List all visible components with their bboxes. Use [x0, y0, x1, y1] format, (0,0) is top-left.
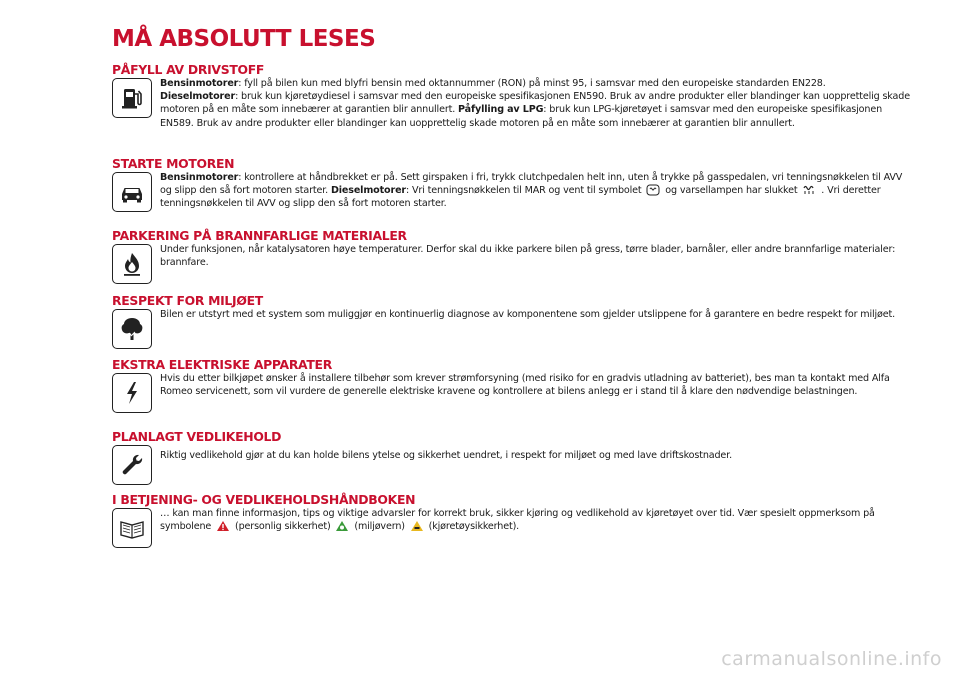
tree-icon	[112, 309, 152, 349]
section-body: Under funksjonen, når katalysatoren høye temperaturer. Derfor skal du ikke parkere bilen på gress, tørre blader, barnåler, eller andre brannfarlige materialer: brannfare.	[160, 244, 896, 269]
section-refueling	[112, 62, 912, 130]
car-icon	[112, 172, 152, 212]
lightning-icon	[112, 373, 152, 413]
watermark: carmanualsonline.info	[721, 648, 942, 670]
fuel-pump-icon	[112, 78, 152, 118]
open-book-icon	[112, 508, 152, 548]
section-heading: I BETJENING- OG VEDLIKEHOLDSHÅNDBOKEN	[112, 492, 416, 507]
bold-term: Påfylling av LPG	[458, 104, 544, 116]
section-heading: PARKERING PÅ BRANNFARLIGE MATERIALER	[112, 228, 407, 243]
section-body	[160, 507, 912, 533]
section-heading: EKSTRA ELEKTRISKE APPARATER	[112, 357, 332, 372]
section-maintenance	[112, 429, 912, 462]
section-environment	[112, 293, 912, 321]
page-title: MÅ ABSOLUTT LESES	[112, 26, 376, 52]
section-heading: PLANLAGT VEDLIKEHOLD	[112, 429, 282, 444]
section-start-engine	[112, 156, 912, 211]
section-body: Hvis du etter bilkjøpet ønsker å installere tilbehør som krever strømforsyning (med risiko for en gradvis utladning av batteriet), bes man ta kontakt med Alfa Romeo servicenett, som vil vurdere de generelle elektriske kravene og kontrollere at bilens anlegg er i stand til å klare den nødvendige belastningen.	[160, 373, 890, 398]
body-text: (kjøretøysikkerhet).	[428, 521, 520, 533]
environment-warning-icon	[335, 520, 349, 532]
bold-term: Dieselmotorer	[160, 91, 236, 103]
wrench-icon	[112, 445, 152, 485]
body-text: : fyll på bilen kun med blyfri bensin med oktannummer (RON) på minst 95, i samsvar med den europeiske standarden EN228.	[238, 78, 826, 89]
section-body: Bilen er utstyrt med et system som muliggjør en kontinuerlig diagnose av komponentene som gjelder utslippene for å garantere en bedre respekt for miljøet.	[160, 309, 896, 320]
section-electrical-accessories	[112, 357, 912, 398]
body-text: (personlig sikkerhet)	[235, 521, 331, 533]
section-body	[160, 171, 912, 211]
section-body: Riktig vedlikehold gjør at du kan holde bilens ytelse og sikkerhet uendret, i respekt for miljøet og med lave driftskostnader.	[160, 450, 732, 461]
body-text: : bruk kun LPG-kjøretøyet i samsvar med den europeiske spesifikasjonen EN589. Bruk av andre produkter eller blandinger kan uopprettelig skade motoren på en måte som innebærer at garantien blir annullert.	[160, 104, 883, 129]
body-text: . Vri deretter tenningsnøkkelen til AVV og slipp den så fort motoren starter.	[160, 185, 881, 210]
fire-icon	[112, 244, 152, 284]
preheat-glow-plug-icon	[646, 184, 660, 196]
section-heading: PÅFYLL AV DRIVSTOFF	[112, 62, 265, 77]
body-text: (miljøvern)	[354, 521, 405, 533]
section-heading: STARTE MOTOREN	[112, 156, 235, 171]
bold-term: Dieselmotorer	[330, 185, 407, 197]
coil-warning-light-icon	[802, 184, 816, 196]
section-heading: RESPEKT FOR MILJØET	[112, 293, 263, 308]
section-parking-flammable	[112, 228, 912, 269]
vehicle-safety-warning-icon	[410, 520, 424, 532]
body-text: og varsellampen har slukket	[665, 185, 798, 197]
body-text: … kan man finne informasjon, tips og viktige advarsler for korrekt bruk, sikker kjøring og vedlikehold av kjøretøyet over tid. Vær spesielt oppmerksom på symbolene	[160, 508, 875, 533]
personal-safety-warning-icon	[216, 520, 230, 532]
body-text: : bruk kun kjøretøydiesel i samsvar med den europeiske spesifikasjonen EN590. Bruk av andre produkter eller blandinger kan uopprettelig skade motoren på en måte som innebærer at garantien blir annullert.	[160, 91, 910, 116]
bold-term: Bensinmotorer	[160, 172, 239, 183]
body-text: : Vri tenningsnøkkelen til MAR og vent til symbolet	[406, 185, 642, 197]
section-body	[160, 77, 912, 130]
body-text: : kontrollere at håndbrekket er på. Sett girspaken i fri, trykk clutchpedalen helt inn, uten å trykke på gasspedalen, vri tenningsnøkkelen til AVV og slipp den så fort motoren starter.	[160, 172, 903, 197]
bold-term: Bensinmotorer	[160, 78, 239, 89]
section-owner-handbook	[112, 492, 912, 533]
